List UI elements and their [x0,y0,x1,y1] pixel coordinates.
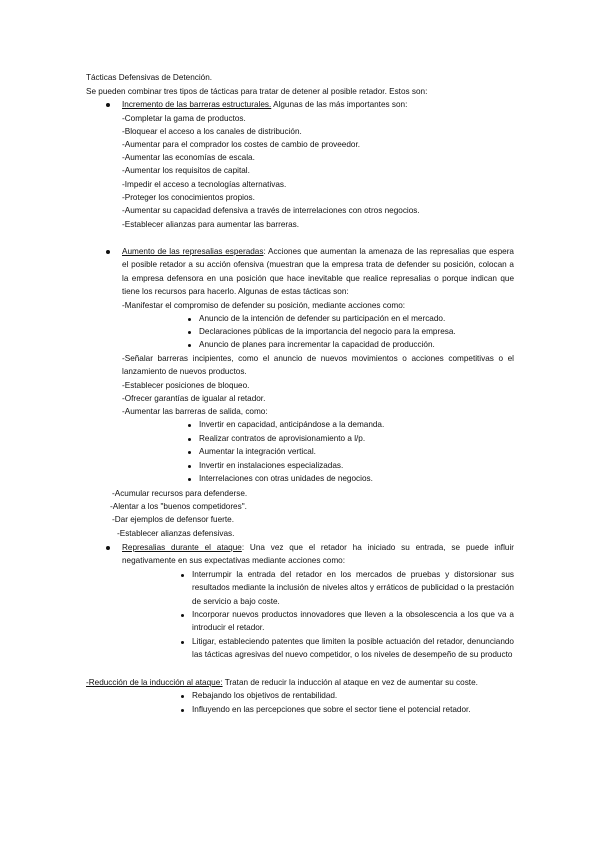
bullet-icon [188,451,191,454]
bullet-icon [188,318,191,321]
section4-title: -Reducción de la inducción al ataque: [86,678,223,687]
sub-list-item: Rebajando los objetivos de rentabilidad. [192,691,338,700]
sub-list-item: Anuncio de planes para incrementar la capacidad de producción. [199,340,435,349]
bullet-icon [181,574,184,577]
document-heading: Tácticas Defensivas de Detención. [86,73,213,82]
section3-rest: : Una vez que el retador ha iniciado su entrada, se puede influir negativamente en sus expectativas mediante acciones como: [122,543,514,566]
intro-paragraph: Se pueden combinar tres tipos de tácticas para tratar de detener al posible retador. Estos son: [86,87,428,96]
list-item: -Establecer alianzas defensivas. [117,529,235,538]
sub-list-item: Invertir en instalaciones especializadas. [199,461,344,470]
bullet-icon [188,465,191,468]
list-item: -Completar la gama de productos. [122,114,246,123]
list-item: -Proteger los conocimientos propios. [122,193,255,202]
sub-list-item: Litigar, estableciendo patentes que limiten la posible actuación del retador, denunciando las tácticas agresivas del nuevo competidor, o los niveles de desempeño de su producto [192,637,514,660]
bullet-icon [188,438,191,441]
section1-title: Incremento de las barreras estructurales. [122,100,272,109]
bullet-icon [181,641,184,644]
bullet-icon [188,344,191,347]
list-item: -Establecer posiciones de bloqueo. [122,381,250,390]
section2-paragraph [122,245,514,299]
sub-list-item: Invertir en capacidad, anticipándose a la demanda. [199,420,385,429]
list-item: -Establecer alianzas para aumentar las barreras. [122,220,300,229]
bullet-icon [106,103,110,107]
bullet-icon [181,709,184,712]
list-item [122,352,514,379]
list-item: -Impedir el acceso a tecnologías alternativas. [122,180,287,189]
list-item: -Manifestar el compromiso de defender su posición, mediante acciones como: [122,301,406,310]
sub-list-item: Anuncio de la intención de defender su participación en el mercado. [199,314,446,323]
list-item: -Alentar a los "buenos competidores". [110,502,247,511]
list-item: -Aumentar las barreras de salida, como: [122,407,268,416]
section2-rest: : Acciones que aumentan la amenaza de las represalias que espera el posible retador a su acción ofensiva (muestran que la empresa trata de defender su posición, colocan a la empresa defensora en una posición que hace inevitable que realice represalias o porque indican que tiene los recursos para hacerlo. Algunas de estas tácticas son: [122,247,514,297]
bullet-icon [188,331,191,334]
section2-title: Aumento de las represalias esperadas [122,247,264,256]
sub-list-item: Aumentar la integración vertical. [199,447,316,456]
list-item: -Acumular recursos para defenderse. [112,489,248,498]
section3-title: Represalias durante el ataque [122,543,242,552]
list-item: -Aumentar los requisitos de capital. [122,166,250,175]
bullet-icon [106,546,110,550]
sub-list-item: Influyendo en las percepciones que sobre el sector tiene el potencial retador. [192,705,471,714]
list-item: -Aumentar las economías de escala. [122,153,255,162]
list-item: -Dar ejemplos de defensor fuerte. [112,515,234,524]
section4-heading [86,676,478,689]
sub-list-item: Incorporar nuevos productos innovadores que lleven a la obsolescencia a los que va a introducir el retador. [192,610,514,633]
sub-list-item: Declaraciones públicas de la importancia del negocio para la empresa. [199,327,456,336]
section1-rest: Algunas de las más importantes son: [271,100,408,109]
list-item: -Bloquear el acceso a los canales de distribución. [122,127,302,136]
sub-list-item: Interrelaciones con otras unidades de negocios. [199,474,373,483]
bullet-icon [181,614,184,617]
list-item: -Aumentar para el comprador los costes de cambio de proveedor. [122,140,361,149]
section4-rest: Tratan de reducir la inducción al ataque en vez de aumentar su coste. [222,678,478,687]
bullet-icon [181,695,184,698]
section1-heading [122,98,407,111]
list-item: -Aumentar su capacidad defensiva a través de interrelaciones con otros negocios. [122,206,420,215]
section3-paragraph [122,541,514,568]
sub-list-item: Realizar contratos de aprovisionamiento a l/p. [199,434,366,443]
bullet-icon [106,250,110,254]
signal-text: -Señalar barreras incipientes, como el anuncio de nuevos movimientos o acciones competitivas o el lanzamiento de nuevos productos. [122,354,514,377]
list-item: -Ofrecer garantías de igualar al retador. [122,394,266,403]
sub-list-item: Interrumpir la entrada del retador en los mercados de pruebas y distorsionar sus resultados mediante la inclusión de niveles altos y erráticos de publicidad o la prestación de servicio a bajo coste. [192,570,514,606]
bullet-icon [188,424,191,427]
bullet-icon [188,478,191,481]
